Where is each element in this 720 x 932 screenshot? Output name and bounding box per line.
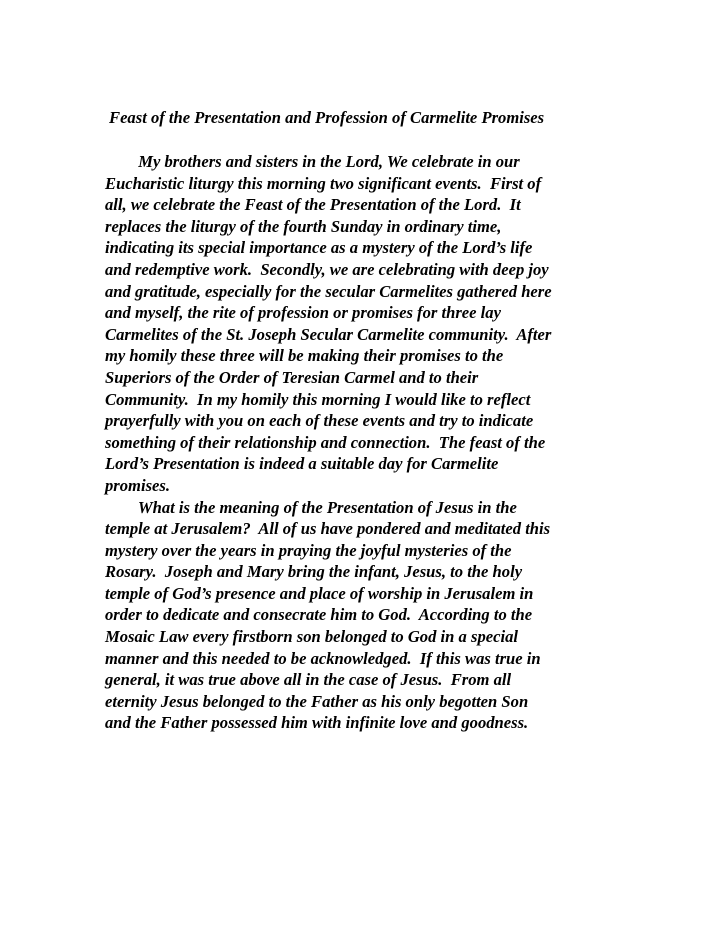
body-line: Mosaic Law every firstborn son belonged to God in a special <box>105 627 518 647</box>
body-line: eternity Jesus belonged to the Father as his only begotten Son <box>105 691 529 711</box>
body-line: all, we celebrate the Feast of the Presentation of the Lord. It <box>105 195 521 215</box>
document-title: Feast of the Presentation and Profession of Carmelite Promises <box>109 108 545 127</box>
body-line: mystery over the years in praying the joyful mysteries of the <box>105 540 512 560</box>
body-line: prayerfully with you on each of these events and try to indicate <box>105 411 534 431</box>
body-line: Superiors of the Order of Teresian Carmel and to their <box>105 367 479 387</box>
body-line: What is the meaning of the Presentation of Jesus in the <box>105 497 517 517</box>
body-line: and myself, the rite of profession or promises for three lay <box>105 303 501 323</box>
body-line: temple at Jerusalem? All of us have pondered and meditated this <box>105 519 551 539</box>
body-line: promises. <box>105 475 170 495</box>
body-line: something of their relationship and connection. The feast of the <box>105 432 546 452</box>
body-line: Lord’s Presentation is indeed a suitable day for Carmelite <box>105 454 499 474</box>
body-line: Eucharistic liturgy this morning two significant events. First of <box>105 173 542 193</box>
body-line: and the Father possessed him with infinite love and goodness. <box>105 713 529 733</box>
body-line: and redemptive work. Secondly, we are celebrating with deep joy <box>105 259 549 279</box>
body-line: Carmelites of the St. Joseph Secular Carmelite community. After <box>105 324 552 344</box>
body-line: Rosary. Joseph and Mary bring the infant, Jesus, to the holy <box>105 562 523 582</box>
body-line: Community. In my homily this morning I would like to reflect <box>105 389 531 409</box>
body-line: and gratitude, especially for the secular Carmelites gathered here <box>105 281 552 301</box>
body-line: general, it was true above all in the case of Jesus. From all <box>105 670 512 690</box>
body-line: indicating its special importance as a mystery of the Lord’s life <box>105 238 533 258</box>
body-line: my homily these three will be making their promises to the <box>105 346 504 366</box>
document-body <box>105 151 625 734</box>
body-line: manner and this needed to be acknowledged. If this was true in <box>105 648 541 668</box>
body-line: My brothers and sisters in the Lord, We celebrate in our <box>105 152 520 171</box>
body-line: replaces the liturgy of the fourth Sunday in ordinary time, <box>105 216 502 236</box>
body-line: temple of God’s presence and place of worship in Jerusalem in <box>105 583 534 603</box>
body-line: order to dedicate and consecrate him to God. According to the <box>105 605 533 625</box>
